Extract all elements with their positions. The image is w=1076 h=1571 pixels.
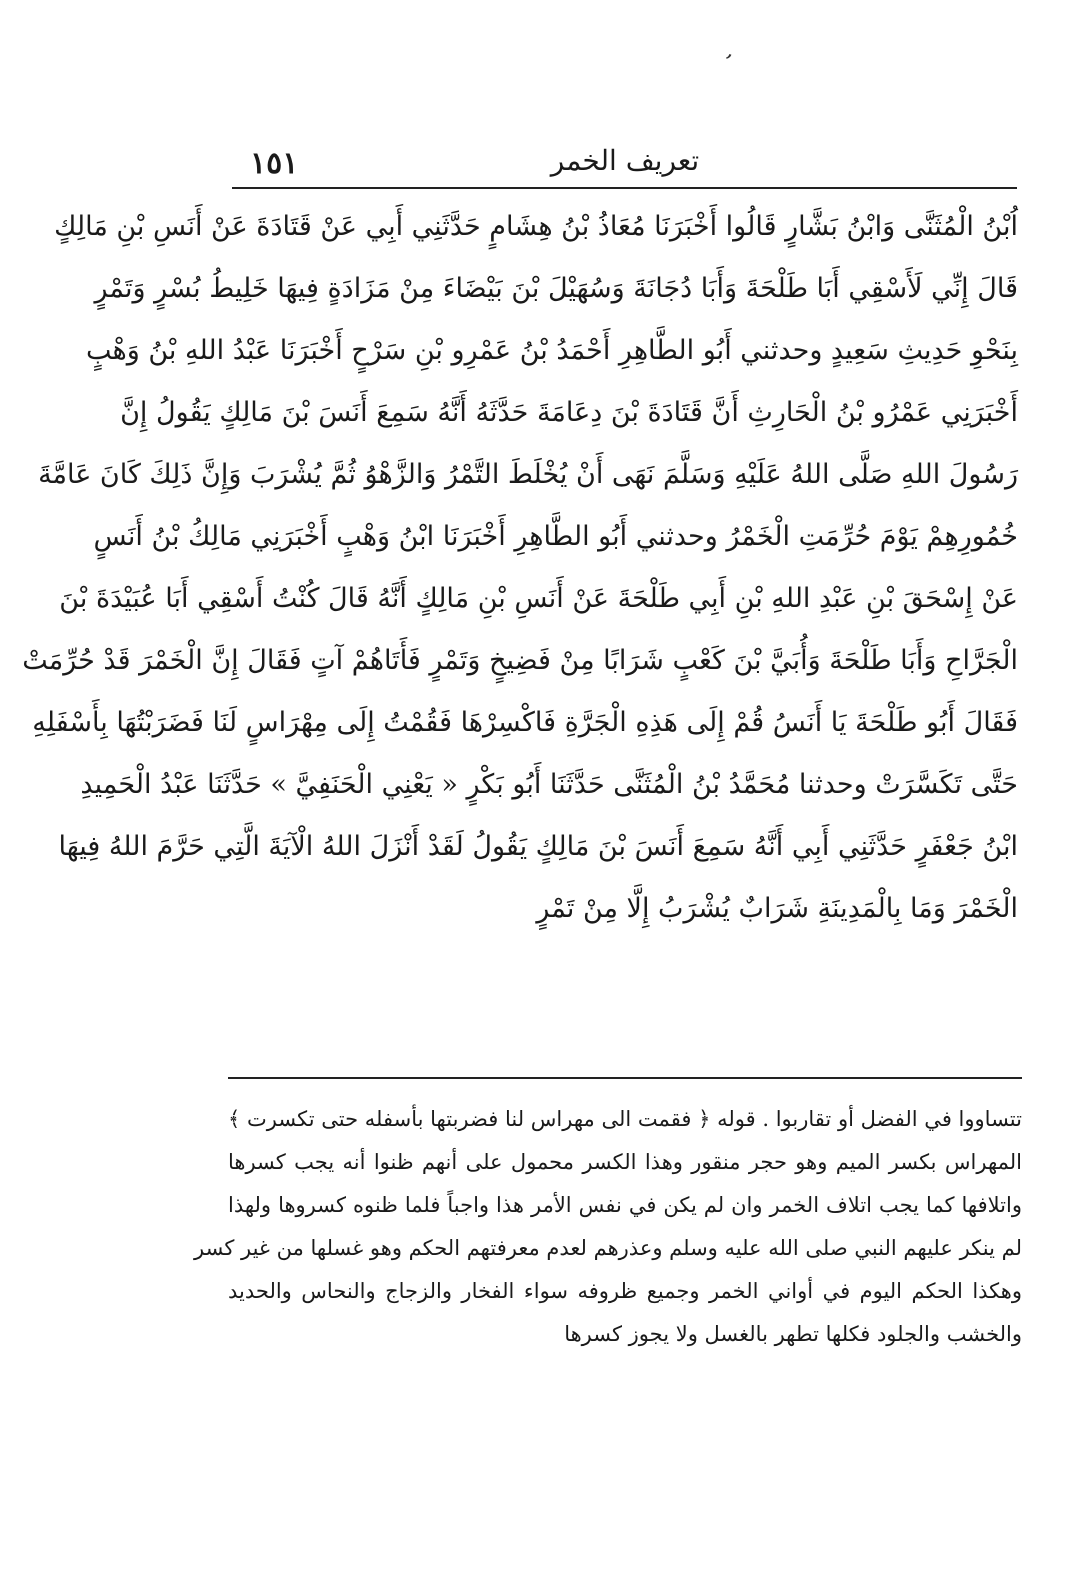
text-line: الْجَرَّاحِ وَأَبَا طَلْحَةَ وَأُبَيَّ بْنَ كَعْبٍ شَرَابًا مِنْ فَضِيخٍ وَتَمْرٍ فَأَتَاهُمْ آتٍ فَقَالَ إِنَّ الْخَمْرَ قَدْ حُرِّمَتْ bbox=[22, 645, 1018, 676]
text-line: أَخْبَرَنِي عَمْرُو بْنُ الْحَارِثِ أَنَّ قَتَادَةَ بْنَ دِعَامَةَ حَدَّثَهُ أَنَّهُ سَمِعَ أَنَسَ بْنَ مَالِكٍ يَقُولُ إِنَّ bbox=[120, 397, 1018, 428]
text-line: الْخَمْرَ وَمَا بِالْمَدِينَةِ شَرَابٌ يُشْرَبُ إِلَّا مِنْ تَمْرٍ bbox=[536, 893, 1018, 924]
hadith-text-block bbox=[22, 196, 1018, 940]
text-line: خُمُورِهِمْ يَوْمَ حُرِّمَتِ الْخَمْرُ وحدثني أَبُو الطَّاهِرِ أَخْبَرَنَا ابْنُ وَهْبٍ أَخْبَرَنِي مَالِكُ بْنُ أَنَسٍ bbox=[93, 521, 1018, 552]
text-line: ابْنُ جَعْفَرٍ حَدَّثَنِي أَبِي أَنَّهُ سَمِعَ أَنَسَ بْنَ مَالِكٍ يَقُولُ لَقَدْ أَنْزَلَ اللهُ الْآيَةَ الَّتِي حَرَّمَ اللهُ فِيهَا bbox=[58, 831, 1018, 862]
commentary-footnotes bbox=[194, 1098, 1022, 1356]
footnote-line: المهراس بكسر الميم وهو حجر منقور وهذا الكسر محمول على أنهم ظنوا أنه يجب كسرها bbox=[228, 1150, 1022, 1174]
running-head bbox=[230, 140, 1020, 188]
text-line: رَسُولَ اللهِ صَلَّى اللهُ عَلَيْهِ وَسَلَّمَ نَهَى أَنْ يُخْلَطَ التَّمْرُ وَالزَّهْوُ ثُمَّ يُشْرَبَ وَإِنَّ ذَلِكَ كَانَ عَامَّةَ bbox=[38, 459, 1018, 490]
text-line: قَالَ إِنِّي لَأَسْقِي أَبَا طَلْحَةَ وَأَبَا دُجَانَةَ وَسُهَيْلَ بْنَ بَيْضَاءَ مِنْ مَزَادَةٍ فِيهَا خَلِيطُ بُسْرٍ وَتَمْرٍ bbox=[94, 273, 1018, 304]
stray-ink-mark: , bbox=[723, 37, 740, 64]
running-head-title: تعريف الخمر bbox=[550, 144, 700, 177]
page-number: ١٥١ bbox=[250, 146, 299, 181]
text-line: حَتَّى تَكَسَّرَتْ وحدثنا مُحَمَّدُ بْنُ الْمُثَنَّى حَدَّثَنَا أَبُو بَكْرٍ « يَعْنِي الْحَنَفِيَّ » حَدَّثَنَا عَبْدُ الْحَمِيدِ bbox=[80, 769, 1018, 800]
footnote-line: تتساووا في الفضل أو تقاربوا . قوله ﴿ فقمت الى مهراس لنا فضربتها بأسفله حتى تكسرت ﴾ bbox=[228, 1107, 1022, 1131]
footnote-line: وهكذا الحكم اليوم في أواني الخمر وجميع ظروفه سواء الفخار والزجاج والنحاس والحديد bbox=[228, 1279, 1022, 1303]
footnote-rule bbox=[228, 1077, 1022, 1079]
header-rule bbox=[232, 187, 1017, 189]
text-line: بِنَحْوِ حَدِيثِ سَعِيدٍ وحدثني أَبُو الطَّاهِرِ أَحْمَدُ بْنُ عَمْرِو بْنِ سَرْحٍ أَخْبَرَنَا عَبْدُ اللهِ بْنُ وَهْبٍ bbox=[85, 335, 1018, 366]
text-line: عَنْ إِسْحَقَ بْنِ عَبْدِ اللهِ بْنِ أَبِي طَلْحَةَ عَنْ أَنَسِ بْنِ مَالِكٍ أَنَّهُ قَالَ كُنْتُ أَسْقِي أَبَا عُبَيْدَةَ بْنَ bbox=[59, 583, 1018, 614]
footnote-line: واتلافها كما يجب اتلاف الخمر وان لم يكن في نفس الأمر هذا واجباً فلما ظنوه كسروها ولهذا bbox=[228, 1193, 1022, 1217]
text-line: فَقَالَ أَبُو طَلْحَةَ يَا أَنَسُ قُمْ إِلَى هَذِهِ الْجَرَّةِ فَاكْسِرْهَا فَقُمْتُ إِلَى مِهْرَاسٍ لَنَا فَضَرَبْتُهَا بِأَسْفَلِهِ bbox=[32, 707, 1018, 738]
text-line: اُبْنُ الْمُثَنَّى وَابْنُ بَشَّارٍ قَالُوا أَخْبَرَنَا مُعَاذُ بْنُ هِشَامٍ حَدَّثَنِي أَبِي عَنْ قَتَادَةَ عَنْ أَنَسِ بْنِ مَالِكٍ bbox=[54, 211, 1018, 242]
footnote-line: والخشب والجلود فكلها تطهر بالغسل ولا يجوز كسرها bbox=[564, 1322, 1022, 1346]
footnote-line: لم ينكر عليهم النبي صلى الله عليه وسلم وعذرهم لعدم معرفتهم الحكم وهو غسلها من غير كسر bbox=[194, 1236, 1022, 1260]
